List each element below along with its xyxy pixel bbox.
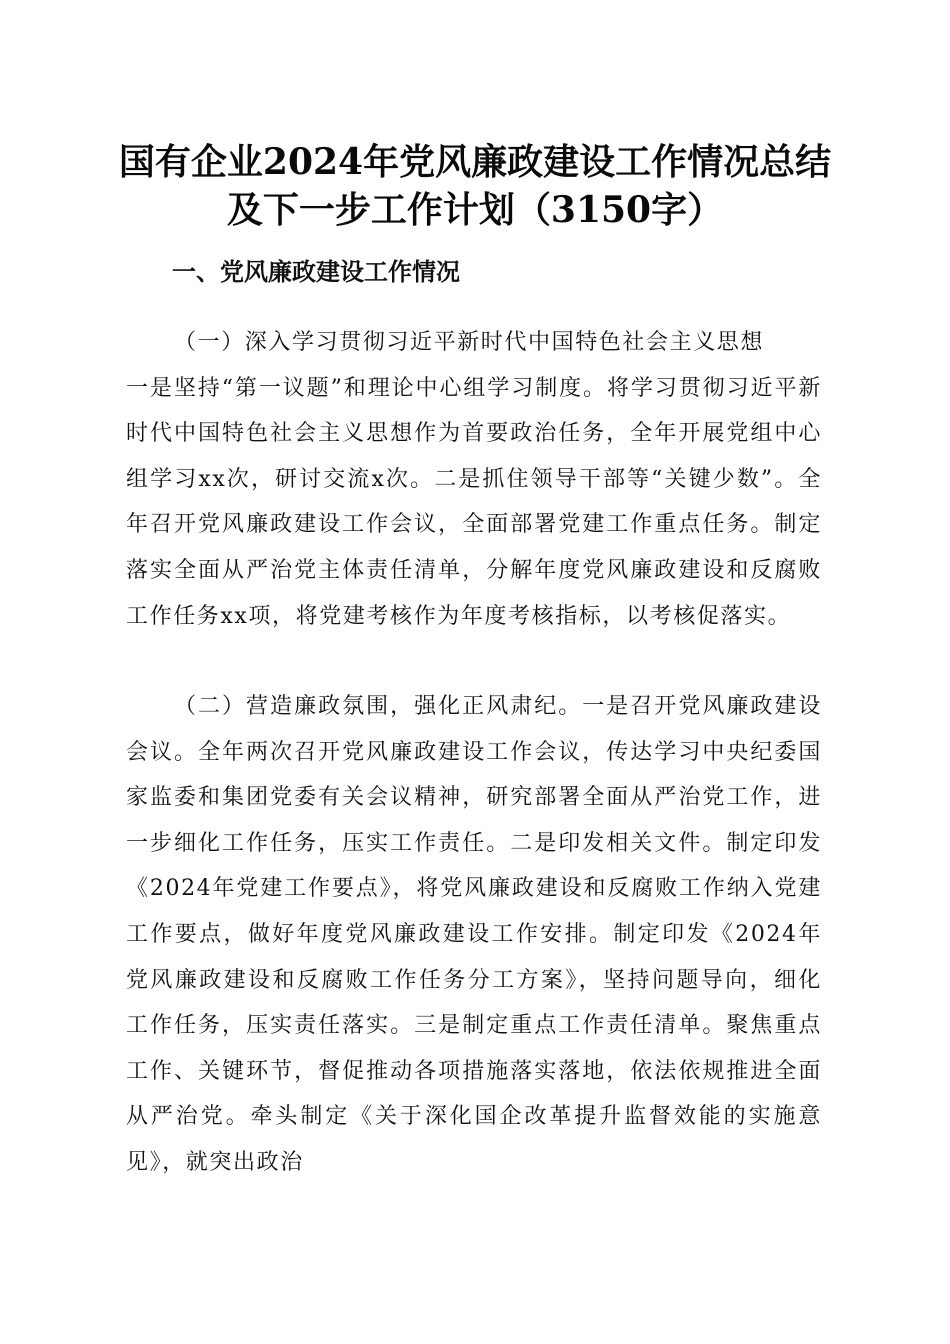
paragraph-2: （二）营造廉政氛围，强化正风肃纪。一是召开党风廉政建设会议。全年两次召开党风廉政建设工作会议，传达学习中央纪委国家监委和集团党委有关会议精神，研究部署全面从严治党工作，进一步细化工作任务，压实工作责任。二是印发相关文件。制定印发《2024年党建工作要点》，将党风廉政建设和反腐败工作纳入党建工作要点，做好年度党风廉政建设工作安排。制定印发《2024年党风廉政建设和反腐败工作任务分工方案》，坚持问题导向，细化工作任务，压实责任落实。三是制定重点工作责任清单。聚焦重点工作、关键环节，督促推动各项措施落实落地，依法依规推进全面从严治党。牵头制定《关于深化国企改革提升监督效能的实施意见》，就突出政治 bbox=[126, 694, 822, 1175]
section-heading-1: 一、党风廉政建设工作情况 bbox=[172, 258, 460, 286]
subsection-heading-1: （一）深入学习贯彻习近平新时代中国特色社会主义思想 bbox=[174, 330, 765, 355]
document-title bbox=[90, 138, 860, 234]
document-title-line-1: 国有企业2024年党风廉政建设工作情况总结 bbox=[118, 141, 832, 183]
paragraph-1-body: 一是坚持“第一议题”和理论中心组学习制度。将学习贯彻习近平新时代中国特色社会主义思想作为首要政治任务，全年开展党组中心组学习xx次，研讨交流x次。二是抓住领导干部等“关键少数”。全年召开党风廉政建设工作会议，全面部署党建工作重点任务。制定落实全面从严治党主体责任清单，分解年度党风廉政建设和反腐败工作任务xx项，将党建考核作为年度考核指标，以考核促落实。 bbox=[126, 375, 822, 629]
paragraph-1 bbox=[126, 320, 822, 639]
document-title-line-2: 及下一步工作计划（3150字） bbox=[226, 189, 724, 231]
